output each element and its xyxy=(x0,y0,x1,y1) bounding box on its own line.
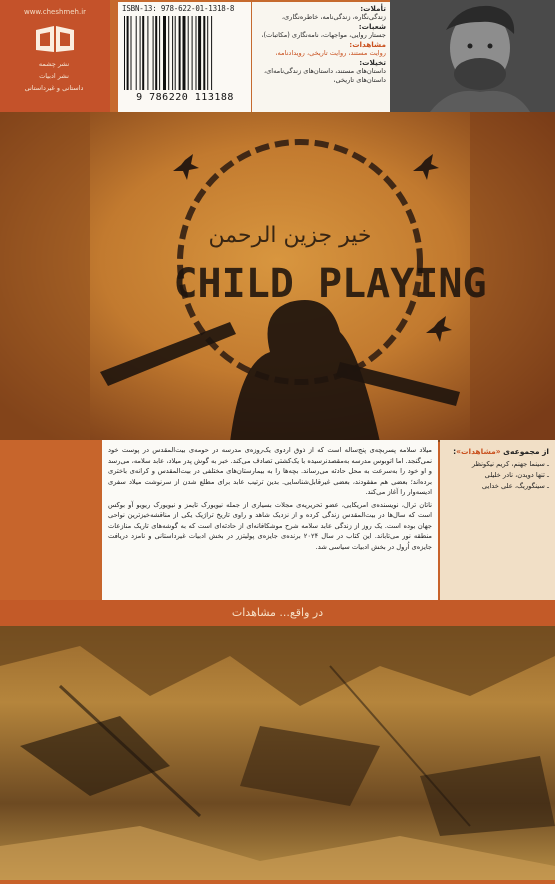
barcode-panel xyxy=(118,2,251,112)
barcode-bar xyxy=(140,16,141,90)
series-heading: از مجموعه‌ی «مشاهدات»: xyxy=(453,447,549,456)
blurb-paragraph: میلاد سلامه پسربچه‌ی پنج‌ساله است که از ذوق اردوی یک‌روزه‌ی مدرسه در حومه‌ی بیت‌المقدس در پوست خود نمی‌گنجد. اما اتوبوس مدرسه به‌مقصدنرسیده با یک‌کشتی تصادف می‌کند. خبر به گوش پدر میلاد، عابد سلامه، می‌رسد و او خود را به‌سرعت به محل حادثه می‌رساند. بچه‌ها را به بیمارستان‌های مختلفی در بیت‌المقدس و کرانه‌ی باختری برده‌اند؛ بعضی هم مفقودند، بعضی غیرقابل‌شناسایی. بدین ترتیب عابد برای مطلع شدن از سرنوشت میلاد سفری ادیسه‌وار را آغاز می‌کند. xyxy=(108,446,432,496)
barcode-bar xyxy=(131,16,132,90)
rubble-photo-image xyxy=(0,626,555,880)
barcode-digits: 9 786220 113188 xyxy=(136,92,234,103)
barcode-bar xyxy=(196,16,197,90)
publisher-logo-panel xyxy=(0,0,110,112)
graffiti-latin-text: CHILD PLAYING xyxy=(173,261,487,307)
graffiti-arabic-text: خیر جزین الرحمن xyxy=(208,223,372,248)
barcode-bar xyxy=(155,16,157,90)
series-list-panel xyxy=(440,440,555,600)
publisher-url: www.cheshmeh.ir xyxy=(23,8,87,16)
tag-heading: تأملات: xyxy=(360,4,386,13)
author-photo-image xyxy=(390,0,555,112)
tag-text: داستان‌های تاریخی، xyxy=(333,76,386,84)
series-item: ـ سینگوریگ، علی خدایی xyxy=(481,482,549,490)
barcode-bar xyxy=(124,16,125,90)
graffiti-artwork-image xyxy=(0,112,555,442)
publisher-name: نشر چشمه xyxy=(38,60,70,68)
barcode-bar xyxy=(172,16,173,90)
barcode-bar xyxy=(179,16,181,90)
cover-artwork-bottom xyxy=(0,626,555,880)
publisher-line: نشر ادبیات xyxy=(39,72,69,80)
barcode-bar xyxy=(198,16,201,90)
book-blurb xyxy=(102,440,438,600)
barcode-bar xyxy=(142,16,144,90)
barcode-bar xyxy=(211,16,212,90)
tag-heading-highlight: مشاهدات: xyxy=(349,40,386,49)
tag-heading: تخیلات: xyxy=(359,58,386,67)
blurb-paragraph: ناتان ترال، نویسنده‌ی امریکایی، عضو تحریریه‌ی مجلات بسیاری از جمله نیویورک تایمز و نیویورک ریویو آو بوکس است که سال‌ها در بیت‌المقدس زندگی کرده و از نزدیک شاهد و راوی تاریخ تراژیک یکی از مناقشه‌خیزترین نواحی جهان بوده است. یک روز از زندگی عابد سلامه شرح موشکافانه‌ای از حادثه‌ای است که به گوشه‌های تاریک منازعات منطقه نور می‌تاباند. این کتاب در سال ۲۰۲۴ برنده‌ی جایزه‌ی پولیتزر در بخش ادبیات غیرداستانی و نامزد دریافت جایزه‌ی اُرول در بخش ادبیات سیاسی شد. xyxy=(108,500,432,551)
tag-text: داستان‌های مستند، داستان‌های زندگی‌نامه‌ای، xyxy=(264,67,386,75)
author-portrait xyxy=(390,0,555,112)
barcode-bar xyxy=(203,16,205,90)
barcode-bar xyxy=(175,16,176,90)
barcode-image xyxy=(124,16,246,90)
series-item: ـ سینما جهنم، کریم نیکونظر xyxy=(471,460,549,468)
isbn-text: ISBN-13: 978-622-01-1318-8 xyxy=(122,4,235,13)
barcode-bar xyxy=(183,16,186,90)
tag-text-highlight: روایت مستند، روایت تاریخی، رویدادنامه، xyxy=(275,49,386,57)
barcode-bar xyxy=(168,16,169,90)
tag-text: زندگی‌نگاره، زندگی‌نامه، خاطره‌نگاری، xyxy=(281,13,386,21)
tag-heading: شعبات: xyxy=(358,22,386,31)
barcode-bar xyxy=(153,16,154,90)
barcode-bar xyxy=(207,16,208,90)
barcode-bar xyxy=(192,16,193,90)
series-name: «مشاهدات» xyxy=(456,447,501,456)
tag-text: جستار روایی، مواجهات، نامه‌نگاری (مکاتبات)، xyxy=(261,31,386,39)
genre-tags-panel xyxy=(252,2,390,112)
barcode-bar xyxy=(159,16,160,90)
publisher-line: داستانی و غیرداستانی xyxy=(24,84,84,92)
barcode-bar xyxy=(147,16,148,90)
series-item: ـ تنها دویدن، نادر خلیلی xyxy=(484,471,549,479)
barcode-bar xyxy=(136,16,137,90)
series-tagline: در واقع... مشاهدات xyxy=(0,600,555,626)
cover-artwork-top xyxy=(0,112,555,442)
barcode-bar xyxy=(163,16,166,90)
barcode-bar xyxy=(188,16,189,90)
orange-margin xyxy=(0,440,102,600)
barcode-bar xyxy=(127,16,129,90)
book-logo-icon xyxy=(34,24,76,54)
